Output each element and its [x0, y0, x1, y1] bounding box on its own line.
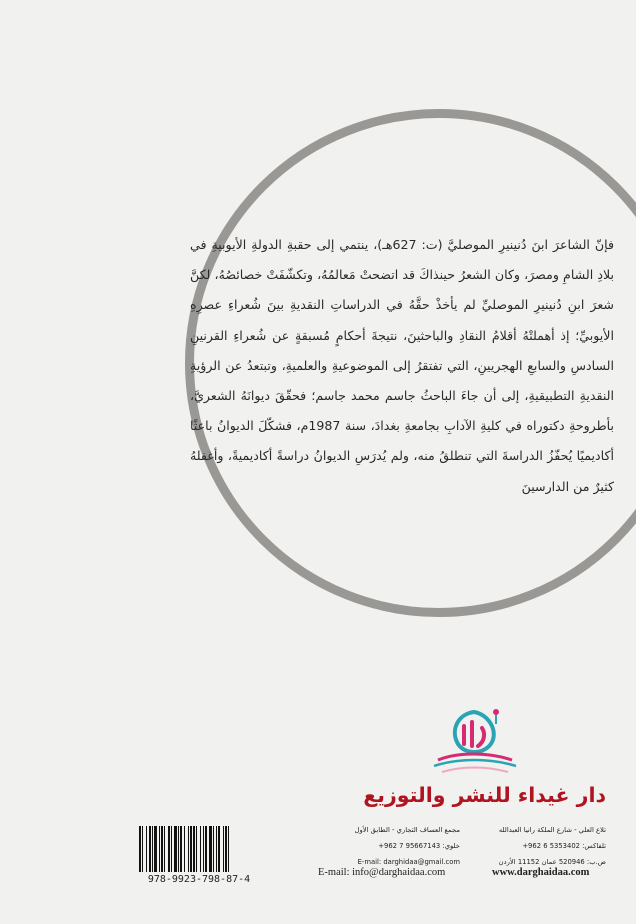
contact-block-right — [486, 822, 606, 870]
publisher-name: دار غيداء للنشر والتوزيع — [363, 783, 606, 807]
pobox: ص.ب: 520946 عمان 11152 الأردن — [498, 858, 606, 866]
barcode-icon — [137, 826, 261, 872]
isbn-number: 978-9923-798-87-4 — [147, 874, 251, 885]
contact-block-left — [306, 822, 460, 870]
mobile-number: خلوي: 95667143 7 962+ — [378, 842, 460, 850]
phone-right: تلفاكس: 5353402 6 962+ — [522, 842, 606, 850]
email-secondary: E-mail: darghidaa@gmail.com — [357, 858, 460, 866]
address-left: مجمع العساف التجاري - الطابق الأول — [354, 826, 460, 834]
publisher-logo-icon — [428, 704, 520, 784]
website-link: www.darghaidaa.com — [492, 867, 590, 878]
address-right: تلاع العلي - شارع الملكة رانيا العبدالله — [498, 826, 606, 834]
email-main: E-mail: info@darghaidaa.com — [318, 867, 446, 878]
book-blurb: فإنّ الشاعرَ ابنَ دُنينيرِ الموصليَّ (ت: 627هـ)، ينتمي إلى حقبةِ الدولةِ الأيوبيةِ في بلادِ الشامِ ومصرَ، وكان الشعرُ حينذاكَ قد اتضحتْ مَعالمُهُ، وتكشّفَتْ خصائصُهُ، لكنَّ شعرَ ابنِ دُنينيرِ الموصليِّ لم يأخذْ حقَّهُ في الدراساتِ النقديةِ بينَ شُعراءِ عصرِهِ الأيوبيِّ؛ إذ أهملتْهُ أقلامُ النقادِ والباحثينَ، نتيجةَ أحكامٍ مُسبقةٍ عن شُعراءِ القرنينِ السادسِ والسابعِ الهجريينِ، التي تفتقرُ إلى الموضوعيةِ والعلميةِ، وتبتعدُ عن الرؤيةِ النقديةِ التطبيقيةِ، إلى أن جاءَ الباحثُ جاسم محمد جاسم؛ فحقّقَ ديوانَهُ الشعريَّ، بأطروحةِ دكتوراه في كليةِ الآدابِ بجامعةِ بغدادَ، سنة 1987م، فشكّلَ الديوانُ باعثًا أكاديميًا يُحفّزُ الدراسةَ التي تنطلقُ منه، ولم يُدرَسِ الديوانُ دراسةً أكاديميةً، وأغفلهُ كثيرٌ من الدارسينَ — [190, 237, 615, 494]
barcode — [137, 826, 261, 888]
